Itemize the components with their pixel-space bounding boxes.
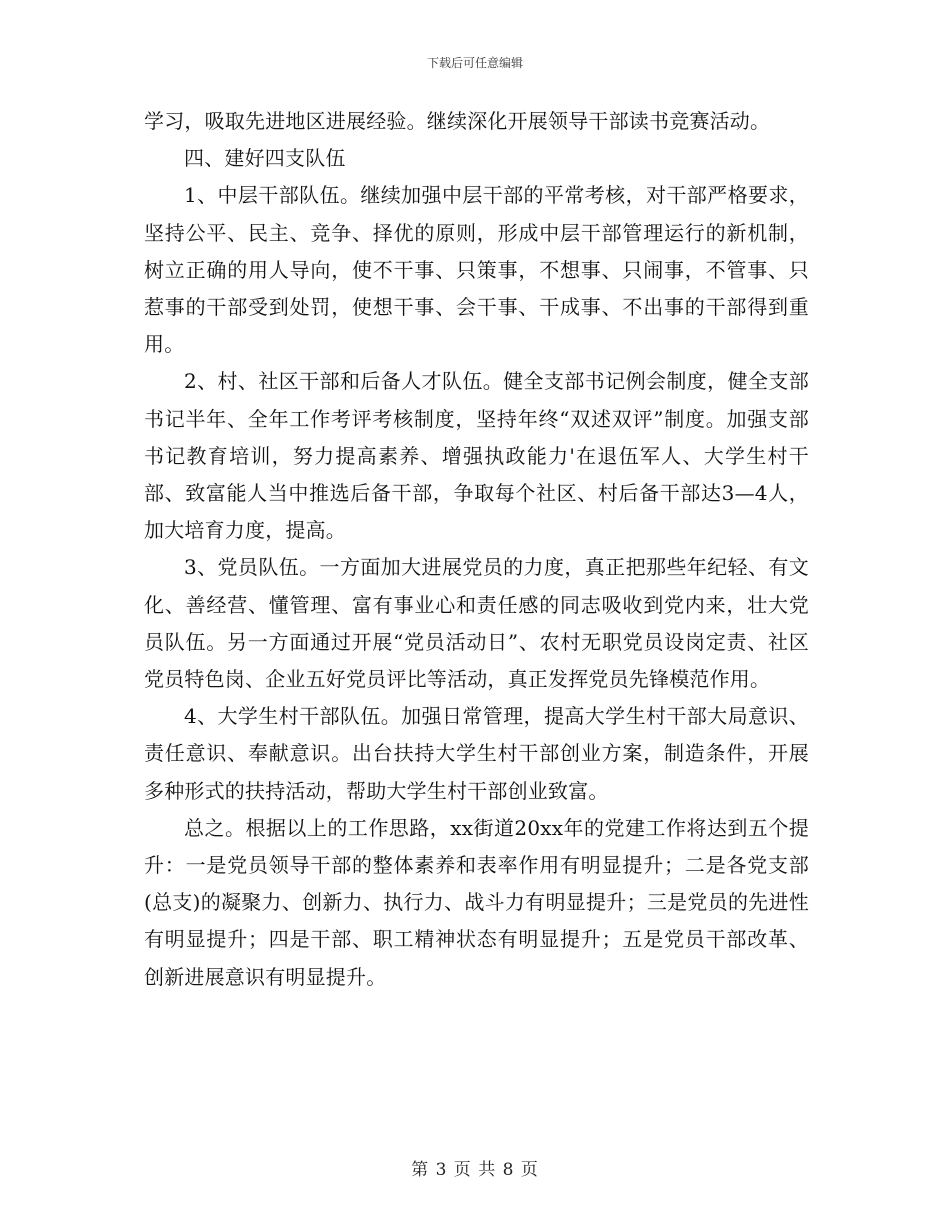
paragraph-summary: 总之。根据以上的工作思路，xx街道20xx年的党建工作将达到五个提升：一是党员领导干部的整体素养和表率作用有明显提升；二是各党支部(总支)的凝聚力、创新力、执行力、战斗力有明显提升；三是党员的先进性有明显提升；四是干部、职工精神状态有明显提升；五是党员干部改革、创新进展意识有明显提升。 — [144, 815, 809, 989]
paragraph-college-village-cadres: 4、大学生村干部队伍。加强日常管理，提高大学生村干部大局意识、责任意识、奉献意识。出台扶持大学生村干部创业方案，制造条件，开展多种形式的扶持活动，帮助大学生村干部创业致富。 — [144, 704, 809, 803]
paragraph-village-cadres: 2、村、社区干部和后备人才队伍。健全支部书记例会制度，健全支部书记半年、全年工作考评考核制度，坚持年终“双述双评”制度。加强支部书记教育培训，努力提高素养、增强执政能力'在退伍军人、大学生村干部、致富能人当中推选后备干部，争取每个社区、村后备干部达3—4人，加大培育力度，提高。 — [144, 369, 809, 543]
page-header: 下载后可任意编辑 — [426, 56, 523, 70]
section-heading: 四、建好四支队伍 — [184, 146, 346, 171]
paragraph-middle-cadres: 1、中层干部队伍。继续加强中层干部的平常考核，对干部严格要求，坚持公平、民主、竞争、择优的原则，形成中层干部管理运行的新机制，树立正确的用人导向，使不干事、只策事，不想事、只闹事，不管事、只惹事的干部受到处罚，使想干事、会干事、干成事、不出事的干部得到重用。 — [144, 183, 809, 357]
paragraph-party-members: 3、党员队伍。一方面加大进展党员的力度，真正把那些年纪轻、有文化、善经营、懂管理、富有事业心和责任感的同志吸收到党内来，壮大党员队伍。另一方面通过开展“党员活动日”、农村无职党员设岗定责、社区党员特色岗、企业五好党员评比等活动，真正发挥党员先锋模范作用。 — [144, 555, 809, 692]
paragraph-continuation: 学习，吸取先进地区进展经验。继续深化开展领导干部读书竞赛活动。 — [144, 109, 771, 133]
document-body — [144, 103, 809, 996]
page-number: 第 3 页 共 8 页 — [411, 1160, 539, 1180]
